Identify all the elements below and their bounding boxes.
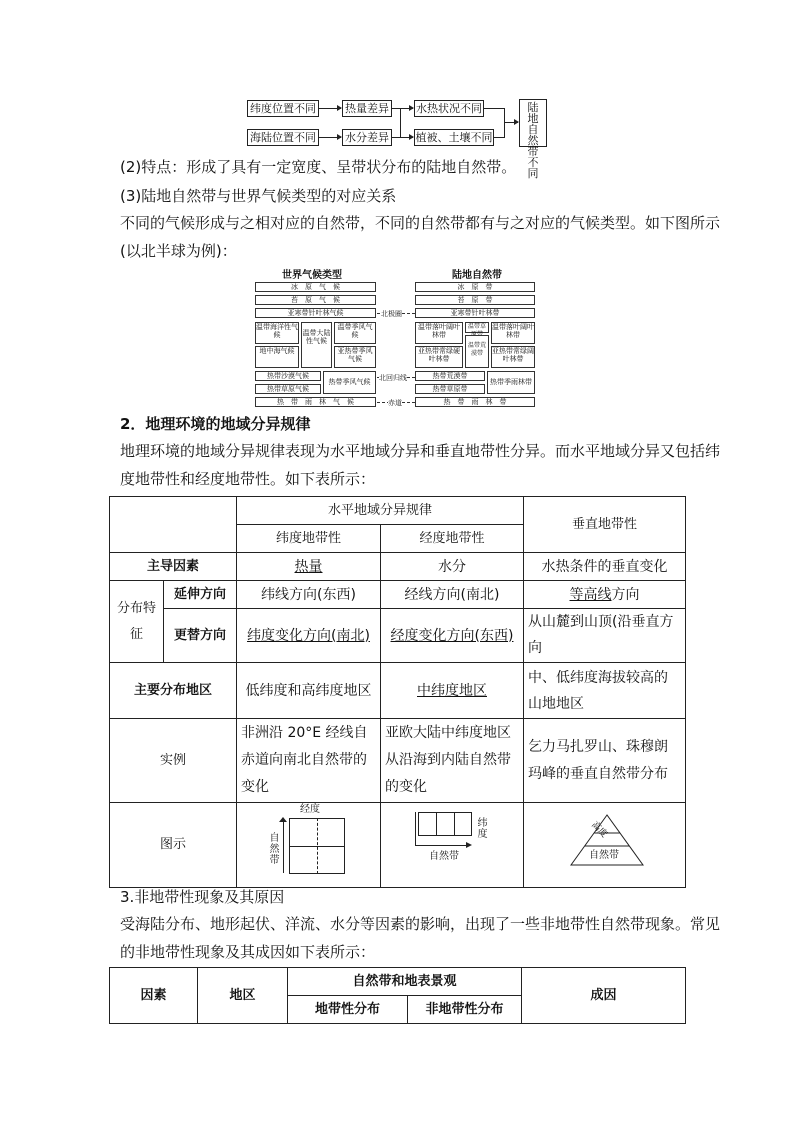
flow-lat-box: 纬度位置不同 xyxy=(247,100,319,117)
zone-monforest: 热带季雨林带 xyxy=(487,371,535,394)
text-paragraph: 受海陆分布、地形起伏、洋流、水分等因素的影响，出现了一些非地带性自然带现象。常见 xyxy=(120,915,721,933)
header-azonal: 非地带性分布 xyxy=(408,996,522,1024)
zonation-table xyxy=(109,496,686,888)
diagram-lat-nat: 自然带 xyxy=(269,833,280,866)
flow-veg-box: 植被、土壤不同 xyxy=(415,131,493,144)
factor-lon: 水分 xyxy=(381,553,524,581)
zone-tempmix: 温带落叶阔叶林带 xyxy=(491,322,535,344)
replace-vert: 从山麓到山顶(沿垂直方向 xyxy=(524,609,686,663)
climate-tundra: 苔 原 气 候 xyxy=(255,295,376,305)
header-lat: 纬度地带性 xyxy=(237,525,381,553)
diagram-lon-nat: 自然带 xyxy=(429,851,459,862)
text-subheading: (3)陆地自然带与世界气候类型的对应关系 xyxy=(120,187,397,205)
label-polar: 北极圈 xyxy=(381,310,402,318)
climate-subtropmon: 亚热带季风气候 xyxy=(334,346,376,368)
row-diagram-label: 图示 xyxy=(110,803,237,888)
row-area-label: 主要分布地区 xyxy=(110,663,237,719)
climate-ice: 冰 原 气 候 xyxy=(255,282,376,292)
text-paragraph: 地理环境的地域分异规律表现为水平地域分异和垂直地带性分异。而水平地域分异又包括纬 xyxy=(120,442,721,460)
climate-savanna: 热带草原气候 xyxy=(255,384,321,394)
zone-subtropev: 亚热带常绿阔叶林带 xyxy=(491,346,535,368)
header-cause: 成因 xyxy=(522,968,686,1024)
flow-result-box: 陆地自然带不同 xyxy=(519,99,547,147)
header-natural: 自然带和地表景观 xyxy=(288,968,522,996)
row-dist-label: 分布特征 xyxy=(110,581,164,663)
label-tropic: 北回归线 xyxy=(379,374,407,382)
header-factor: 因素 xyxy=(110,968,198,1024)
flow-heat-box: 热量差异 xyxy=(342,100,392,117)
area-lat: 低纬度和高纬度地区 xyxy=(237,663,381,719)
example-lat: 非洲沿 20°E 经线自赤道向南北自然带的变化 xyxy=(237,719,381,803)
zone-ice: 冰 原 带 xyxy=(415,282,535,292)
extend-lon: 经线方向(南北) xyxy=(381,581,524,609)
example-lon: 亚欧大陆中纬度地区从沿海到内陆自然带的变化 xyxy=(381,719,524,803)
flow-water-box: 水分差异 xyxy=(342,129,392,146)
climate-rain: 热 带 雨 林 气 候 xyxy=(255,397,376,407)
arrow xyxy=(400,137,413,138)
header-zonal: 地带性分布 xyxy=(288,996,408,1024)
arrow xyxy=(319,108,341,109)
area-lon: 中纬度地区 xyxy=(381,663,524,719)
row-factor-label: 主导因素 xyxy=(110,553,237,581)
arrow xyxy=(504,122,518,123)
azonal-table xyxy=(109,967,686,1024)
climate-tropmon: 热带季风气候 xyxy=(323,371,376,394)
heading-section-3: 3.非地带性现象及其原因 xyxy=(120,888,285,906)
climate-med: 地中海气候 xyxy=(255,346,299,368)
text-paragraph: 不同的气候形成与之相对应的自然带，不同的自然带都有与之对应的气候类型。如下图所示 xyxy=(120,214,721,232)
extend-lat: 纬线方向(东西) xyxy=(237,581,381,609)
heading-section-2: 2．地理环境的地域分异规律 xyxy=(120,415,311,433)
text-paragraph: 的非地带性现象及其成因如下表所示： xyxy=(120,943,376,961)
label-equator: 赤道 xyxy=(388,399,402,407)
climate-desert: 热带沙漠气候 xyxy=(255,371,321,381)
diagram-lat xyxy=(237,803,381,888)
zone-grass: 温带草 xyxy=(465,322,489,333)
replace-label: 更替方向 xyxy=(164,609,237,663)
zone-savanna: 热带草原带 xyxy=(415,384,485,394)
flow-land-box: 海陆位置不同 xyxy=(247,129,319,146)
diagram-vert-nat: 自然带 xyxy=(589,850,620,861)
zone-desert: 热带荒漠带 xyxy=(415,371,485,381)
flow-hydro-box: 水热状况不同 xyxy=(416,102,482,115)
climate-title: 世界气候类型 xyxy=(282,270,342,281)
factor-lat: 热量 xyxy=(237,553,381,581)
arrow xyxy=(319,137,341,138)
climate-tempmar: 温带海洋性气候 xyxy=(255,322,299,344)
climate-tempcont: 温带大陆性气候 xyxy=(301,322,332,368)
text-paragraph: 度地带性和经度地带性。如下表所示： xyxy=(120,470,376,488)
diagram-lon-label: 纬度 xyxy=(477,818,488,840)
header-lon: 经度地带性 xyxy=(381,525,524,553)
arrow xyxy=(400,108,413,109)
text-paragraph: (以北半球为例)： xyxy=(120,242,237,260)
zone-subtropsc: 亚热带常绿硬叶林带 xyxy=(415,346,463,368)
area-vert: 中、低纬度海拔较高的山地地区 xyxy=(524,663,686,719)
zone-desertw: 温带荒漠带 xyxy=(465,335,489,368)
header-area: 地区 xyxy=(198,968,288,1024)
zone-tempdec: 温带落叶阔叶林带 xyxy=(415,322,463,344)
diagram-lat-label: 经度 xyxy=(300,804,320,815)
extend-vert: 等高线方向 xyxy=(524,581,686,609)
zone-rain: 热 带 雨 林 带 xyxy=(415,397,535,407)
zone-taiga: 亚寒带针叶林带 xyxy=(415,308,535,318)
header-horizontal: 水平地域分异规律 xyxy=(237,497,524,525)
zone-tundra: 苔 原 带 xyxy=(415,295,535,305)
example-vert: 乞力马扎罗山、珠穆朗玛峰的垂直自然带分布 xyxy=(524,719,686,803)
factor-vert: 水热条件的垂直变化 xyxy=(524,553,686,581)
diagram-vert xyxy=(524,803,686,888)
diagram-lon xyxy=(381,803,524,888)
text-feature: (2)特点：形成了具有一定宽度、呈带状分布的陆地自然带。 xyxy=(120,158,517,176)
header-vertical: 垂直地带性 xyxy=(524,497,686,553)
climate-subarctic: 亚寒带针叶林气候 xyxy=(255,308,376,318)
diagram-vert-height: 高度 xyxy=(589,820,609,840)
extend-label: 延伸方向 xyxy=(164,581,237,609)
climate-tempmon: 温带季风气候 xyxy=(334,322,376,344)
row-example-label: 实例 xyxy=(110,719,237,803)
replace-lat: 纬度变化方向(南北) xyxy=(237,609,381,663)
replace-lon: 经度变化方向(东西) xyxy=(381,609,524,663)
zone-title: 陆地自然带 xyxy=(452,270,502,281)
